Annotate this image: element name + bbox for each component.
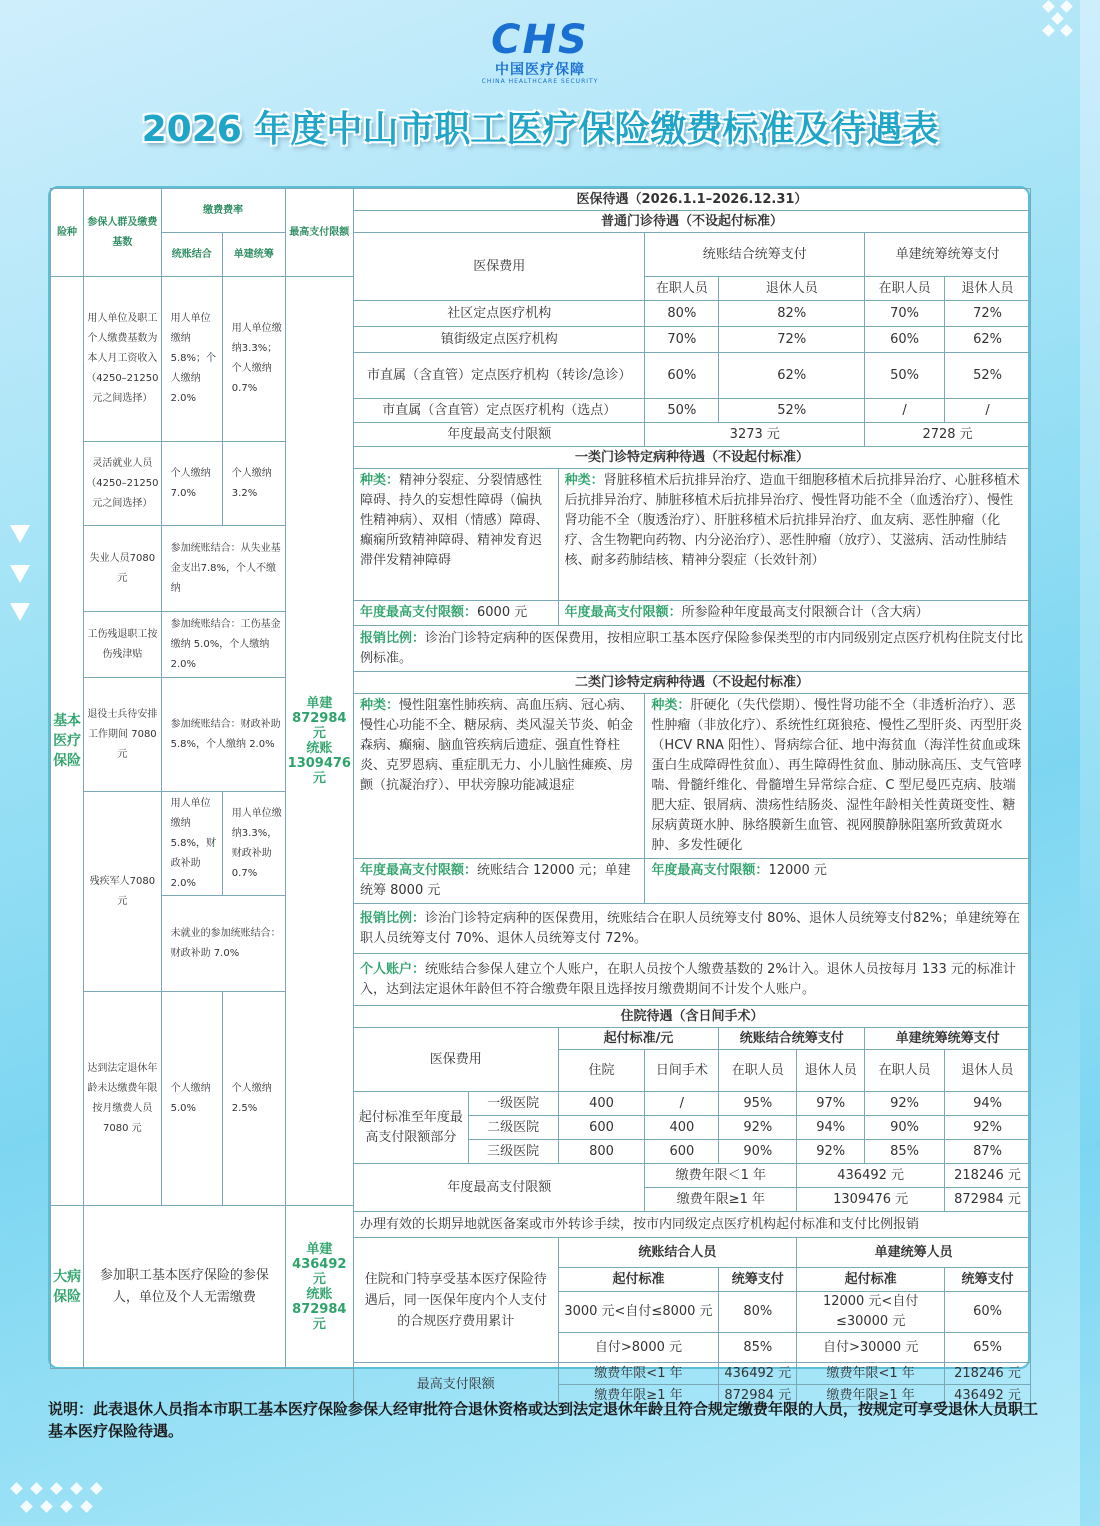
class2-types-b bbox=[645, 694, 1031, 859]
limit-basic-tj: 统账 1309476 元 bbox=[287, 741, 351, 786]
header-tj: 统账结合 bbox=[161, 233, 222, 277]
sv-cell: 436492 元 bbox=[945, 1385, 1031, 1407]
chs-logo bbox=[0, 18, 1080, 85]
op-row-name: 社区定点医疗机构 bbox=[354, 301, 645, 327]
op-cell: 62% bbox=[945, 327, 1031, 353]
value: 所参险种年度最高支付限额合计（含大病） bbox=[681, 605, 929, 620]
personal-account bbox=[354, 954, 1031, 1006]
op-cell: 82% bbox=[719, 301, 865, 327]
label: 种类： bbox=[564, 473, 604, 488]
hosp-qf-header: 起付标准/元 bbox=[558, 1028, 719, 1050]
op-cell: 50% bbox=[645, 399, 719, 423]
category-serious: 大病保险 bbox=[51, 1206, 84, 1369]
limit-serious-dj: 单建 436492 元 bbox=[292, 1242, 347, 1287]
sv-dj-pay-header: 统筹支付 bbox=[945, 1268, 1031, 1292]
serious-desc: 住院和门特享受基本医疗保险待遇后，同一医保年度内个人支付的合规医疗费用累计 bbox=[354, 1238, 559, 1363]
hosp-level: 三级医院 bbox=[468, 1140, 558, 1164]
header-type: 险种 bbox=[51, 189, 84, 277]
op-row-name: 镇街级定点医疗机构 bbox=[354, 327, 645, 353]
hosp-cell: 87% bbox=[945, 1140, 1031, 1164]
sv-cell: 436492 元 bbox=[719, 1363, 797, 1385]
hosp-note: 办理有效的长期异地就医备案或市外转诊手续，按市内同级定点医疗机构起付标准和支付比例报销 bbox=[354, 1212, 1031, 1238]
class2-max-b bbox=[645, 859, 1031, 904]
hosp-cell: 95% bbox=[719, 1092, 797, 1116]
label: 年度最高支付限额： bbox=[360, 863, 478, 878]
op-row-name: 市直属（含直管）定点医疗机构（选点） bbox=[354, 399, 645, 423]
hosp-max-tj: 436492 元 bbox=[797, 1164, 945, 1188]
label: 年度最高支付限额： bbox=[564, 605, 682, 620]
label: 种类： bbox=[360, 473, 400, 488]
decor-arrows-left bbox=[10, 525, 34, 625]
op-fee-header: 医保费用 bbox=[354, 233, 645, 301]
contribution-table bbox=[50, 188, 354, 1369]
group-cell: 灵活就业人员（4250–21250 元之间选择） bbox=[84, 442, 161, 526]
op-row-name: 市直属（含直管）定点医疗机构（转诊/急诊） bbox=[354, 353, 645, 399]
hosp-cell: 92% bbox=[865, 1092, 945, 1116]
hosp-tj-header: 统账结合统筹支付 bbox=[719, 1028, 865, 1050]
class1-types-a bbox=[354, 469, 559, 601]
rate-tj-cell: 用人单位缴纳5.8%；个人缴纳 2.0% bbox=[161, 277, 222, 442]
rate-merged-cell: 未就业的参加统账结合：财政补助 7.0% bbox=[161, 896, 285, 992]
text: 肝硬化（失代偿期）、慢性肾功能不全（非透析治疗）、恶性肿瘤（非放化疗）、系统性红斑狼疮、慢性乙型肝炎、丙型肝炎（HCV RNA 阳性）、肾病综合征、地中海贫血（海洋性贫血或珠蛋白生成障碍性贫血）、再生障碍性贫血、肺动脉高压、支气管哮喘、骨髓纤维化、骨髓增生异常综合症、C 型尼曼匹克病、肢端肥大症、银屑病、溃疡性结肠炎、湿性年龄相关性黄斑变性、糖尿病黄斑水肿、脉络膜新生血管、视网膜静脉阻塞所致黄斑水肿、多发性硬化 bbox=[651, 698, 1022, 853]
op-cell: 60% bbox=[645, 353, 719, 399]
header-group: 参保人群及缴费基数 bbox=[84, 189, 161, 277]
hosp-sub: 退休人员 bbox=[945, 1050, 1031, 1092]
hosp-cell: 94% bbox=[797, 1116, 865, 1140]
rate-merged-cell: 参加统账结合：从失业基金支出7.8%，个人不缴纳 bbox=[161, 526, 285, 612]
value: 6000 元 bbox=[477, 605, 528, 620]
hosp-sub: 退休人员 bbox=[797, 1050, 865, 1092]
header-rate: 缴费费率 bbox=[161, 189, 285, 233]
label: 报销比例： bbox=[360, 630, 426, 646]
class1-title: 一类门诊特定病种待遇（不设起付标准） bbox=[354, 447, 1031, 469]
sv-max-label: 最高支付限额 bbox=[354, 1363, 559, 1407]
category-basic: 基本医疗保险 bbox=[51, 277, 84, 1206]
hosp-cell: / bbox=[645, 1092, 719, 1116]
value: 诊治门诊特定病种的医保费用，按相应职工基本医疗保险参保类型的市内同级别定点医疗机构住院支付比例标准。 bbox=[360, 630, 1024, 666]
sv-cell: 12000 元<自付≤30000 元 bbox=[797, 1292, 945, 1333]
rate-merged-cell: 参加统账结合：工伤基金缴纳 5.0%，个人缴纳 2.0% bbox=[161, 612, 285, 678]
op-max-label: 年度最高支付限额 bbox=[354, 423, 645, 447]
label: 个人账户： bbox=[360, 961, 426, 977]
op-col: 退休人员 bbox=[945, 277, 1031, 301]
label: 种类： bbox=[651, 698, 691, 713]
sv-cell: 85% bbox=[719, 1333, 797, 1363]
op-col: 在职人员 bbox=[865, 277, 945, 301]
hosp-max-dj: 218246 元 bbox=[945, 1164, 1031, 1188]
hosp-max-dj: 872984 元 bbox=[945, 1188, 1031, 1212]
hosp-cell: 600 bbox=[645, 1140, 719, 1164]
hosp-cell: 97% bbox=[797, 1092, 865, 1116]
value: 12000 元 bbox=[768, 863, 827, 878]
hosp-fee-header: 医保费用 bbox=[354, 1028, 559, 1092]
footnote: 说明：此表退休人员指本市职工基本医疗保险参保人经审批符合退休资格或达到法定退休年龄且符合规定缴费年限的人员，按规定可享受退休人员职工基本医疗保险待遇。 bbox=[48, 1400, 1039, 1440]
class2-max-a bbox=[354, 859, 645, 904]
op-cell: / bbox=[945, 399, 1031, 423]
class2-types-a bbox=[354, 694, 645, 859]
rate-merged-cell: 参加统账结合：财政补助 5.8%，个人缴纳 2.0% bbox=[161, 678, 285, 792]
rate-tj-cell: 个人缴纳 7.0% bbox=[161, 442, 222, 526]
sv-cell: 60% bbox=[945, 1292, 1031, 1333]
sv-cell: 218246 元 bbox=[945, 1363, 1031, 1385]
limit-serious-tj: 统账 872984 元 bbox=[292, 1287, 347, 1332]
text: 精神分裂症、分裂情感性障碍、持久的妄想性障碍（偏执性精神病）、双相（情感）障碍、癫痫所致精神障碍、精神发育迟滞伴发精神障碍 bbox=[360, 473, 549, 568]
op-tj-header: 统账结合统筹支付 bbox=[645, 233, 865, 277]
logo-mark: CHS bbox=[491, 17, 589, 63]
hosp-level: 一级医院 bbox=[468, 1092, 558, 1116]
hosp-dj-header: 单建统筹统筹支付 bbox=[865, 1028, 1031, 1050]
sv-dj-qf-header: 起付标准 bbox=[797, 1268, 945, 1292]
label: 报销比例： bbox=[360, 910, 426, 926]
benefit-table bbox=[353, 188, 1031, 1407]
outpatient-title: 普通门诊待遇（不设起付标准） bbox=[354, 211, 1031, 233]
sv-tj-header: 统账结合人员 bbox=[558, 1238, 797, 1268]
sv-cell: 80% bbox=[719, 1292, 797, 1333]
class2-title: 二类门诊特定病种待遇（不设起付标准） bbox=[354, 672, 1031, 694]
text: 肾脏移植术后抗排异治疗、造血干细胞移植术后抗排异治疗、心脏移植术后抗排异治疗、肺脏移植术后抗排异治疗、慢性肾功能不全（血透治疗）、慢性肾功能不全（腹透治疗）、肝脏移植术后抗排异治疗、血友病、恶性肿瘤（化疗、含生物靶向药物、内分泌治疗）、恶性肿瘤（放疗）、艾滋病、活动性肺结核、耐多药肺结核、精神分裂症（长效针剂） bbox=[564, 473, 1020, 568]
hosp-cell: 800 bbox=[558, 1140, 645, 1164]
value: 统账结合 12000 元；单建统筹 8000 元 bbox=[360, 863, 631, 898]
class1-ratio bbox=[354, 626, 1031, 672]
main-table-card bbox=[48, 186, 1030, 1403]
op-cell: 72% bbox=[945, 301, 1031, 327]
hosp-cell: 92% bbox=[797, 1140, 865, 1164]
serious-group: 参加职工基本医疗保险的参保人，单位及个人无需缴费 bbox=[84, 1206, 286, 1369]
text: 慢性阻塞性肺疾病、高血压病、冠心病、慢性心功能不全、糖尿病、类风湿关节炎、帕金森病、癫痫、脑血管疾病后遗症、强直性脊柱炎、克罗恩病、重症肌无力、小儿脑性瘫痪、房颤（抗凝治疗）、甲状旁腺功能减退症 bbox=[360, 698, 634, 793]
decor-dots-bottom-left bbox=[10, 1480, 120, 1520]
label: 种类： bbox=[360, 698, 400, 713]
value: 诊治门诊特定病种的医保费用，统账结合在职人员统筹支付 80%、退休人员统筹支付82%；单建统筹在职人员统筹支付 70%、退休人员统筹支付 72%。 bbox=[360, 910, 1020, 946]
hosp-max-year: 缴费年限≥1 年 bbox=[645, 1188, 797, 1212]
header-dj: 单建统筹 bbox=[222, 233, 285, 277]
class2-ratio bbox=[354, 904, 1031, 954]
sv-cell: 65% bbox=[945, 1333, 1031, 1363]
rate-tj-cell: 用人单位缴纳5.8%，财政补助2.0% bbox=[161, 792, 222, 896]
rate-dj-cell: 个人缴纳 2.5% bbox=[222, 992, 285, 1206]
op-col: 退休人员 bbox=[719, 277, 865, 301]
sv-tj-qf-header: 起付标准 bbox=[558, 1268, 719, 1292]
op-max-tj: 3273 元 bbox=[645, 423, 865, 447]
sv-cell: 自付>8000 元 bbox=[558, 1333, 719, 1363]
op-cell: / bbox=[865, 399, 945, 423]
op-cell: 52% bbox=[945, 353, 1031, 399]
hosp-level: 二级医院 bbox=[468, 1116, 558, 1140]
hosp-max-tj: 1309476 元 bbox=[797, 1188, 945, 1212]
sv-cell: 缴费年限<1 年 bbox=[797, 1363, 945, 1385]
group-cell: 达到法定退休年龄未达缴费年限按月缴费人员7080 元 bbox=[84, 992, 161, 1206]
sv-tj-pay-header: 统筹支付 bbox=[719, 1268, 797, 1292]
label: 年度最高支付限额： bbox=[651, 863, 769, 878]
class1-max-a bbox=[354, 601, 559, 626]
op-cell: 72% bbox=[719, 327, 865, 353]
hosp-cell: 85% bbox=[865, 1140, 945, 1164]
value: 统账结合参保人建立个人账户，在职人员按个人缴费基数的 2%计入。退休人员按每月 133 元的标准计入，达到法定退休年龄但不符合缴费年限且选择按月缴费期间不计发个人账户。 bbox=[360, 961, 1016, 997]
op-cell: 52% bbox=[719, 399, 865, 423]
treatment-title: 医保待遇（2026.1.1–2026.12.31） bbox=[354, 189, 1031, 211]
sv-cell: 3000 元<自付≤8000 元 bbox=[558, 1292, 719, 1333]
class1-types-b bbox=[558, 469, 1030, 601]
op-cell: 70% bbox=[865, 301, 945, 327]
header-max-limit: 最高支付限额 bbox=[285, 189, 353, 277]
sv-cell: 缴费年限≥1 年 bbox=[797, 1385, 945, 1407]
sv-cell: 缴费年限≥1 年 bbox=[558, 1385, 719, 1407]
group-cell: 工伤残退职工按伤残津贴 bbox=[84, 612, 161, 678]
hosp-cell: 90% bbox=[719, 1140, 797, 1164]
hosp-cell: 90% bbox=[865, 1116, 945, 1140]
op-col: 在职人员 bbox=[645, 277, 719, 301]
hosp-cell: 600 bbox=[558, 1116, 645, 1140]
op-cell: 60% bbox=[865, 327, 945, 353]
hosp-max-year: 缴费年限＜1 年 bbox=[645, 1164, 797, 1188]
op-dj-header: 单建统筹统筹支付 bbox=[865, 233, 1031, 277]
hospital-title: 住院待遇（含日间手术） bbox=[354, 1006, 1031, 1028]
hosp-cell: 400 bbox=[558, 1092, 645, 1116]
op-max-dj: 2728 元 bbox=[865, 423, 1031, 447]
group-cell: 失业人员7080 元 bbox=[84, 526, 161, 612]
op-cell: 70% bbox=[645, 327, 719, 353]
hosp-cell: 400 bbox=[645, 1116, 719, 1140]
hosp-cell: 94% bbox=[945, 1092, 1031, 1116]
sv-cell: 缴费年限<1 年 bbox=[558, 1363, 719, 1385]
rate-dj-cell: 用人单位缴纳3.3%；个人缴纳 0.7% bbox=[222, 277, 285, 442]
hosp-sub: 日间手术 bbox=[645, 1050, 719, 1092]
page-title: 2026 年度中山市职工医疗保险缴费标准及待遇表 bbox=[141, 109, 939, 150]
limit-serious bbox=[285, 1206, 353, 1369]
group-cell: 用人单位及职工个人缴费基数为本人月工资收入（4250–21250 元之间选择） bbox=[84, 277, 161, 442]
sv-cell: 872984 元 bbox=[719, 1385, 797, 1407]
hosp-sub: 住院 bbox=[558, 1050, 645, 1092]
hosp-cell: 92% bbox=[945, 1116, 1031, 1140]
sv-dj-header: 单建统筹人员 bbox=[797, 1238, 1031, 1268]
op-cell: 80% bbox=[645, 301, 719, 327]
label: 年度最高支付限额： bbox=[360, 605, 478, 620]
hosp-max-label: 年度最高支付限额 bbox=[354, 1164, 645, 1212]
rate-tj-cell: 个人缴纳 5.0% bbox=[161, 992, 222, 1206]
hosp-cell: 92% bbox=[719, 1116, 797, 1140]
rate-dj-cell: 个人缴纳 3.2% bbox=[222, 442, 285, 526]
logo-chinese: 中国医疗保障 bbox=[495, 62, 585, 78]
limit-basic-dj: 单建 872984 元 bbox=[292, 696, 347, 741]
op-cell: 62% bbox=[719, 353, 865, 399]
hosp-group-label: 起付标准至年度最高支付限额部分 bbox=[354, 1092, 469, 1164]
hosp-sub: 在职人员 bbox=[719, 1050, 797, 1092]
group-cell: 残疾军人7080 元 bbox=[84, 792, 161, 992]
logo-english: CHINA HEALTHCARE SECURITY bbox=[481, 78, 599, 85]
group-cell: 退役士兵待安排工作期间 7080 元 bbox=[84, 678, 161, 792]
limit-basic bbox=[285, 277, 353, 1206]
sv-cell: 自付>30000 元 bbox=[797, 1333, 945, 1363]
hosp-sub: 在职人员 bbox=[865, 1050, 945, 1092]
class1-max-b bbox=[558, 601, 1030, 626]
op-cell: 50% bbox=[865, 353, 945, 399]
rate-dj-cell: 用人单位缴纳3.3%，财政补助0.7% bbox=[222, 792, 285, 896]
